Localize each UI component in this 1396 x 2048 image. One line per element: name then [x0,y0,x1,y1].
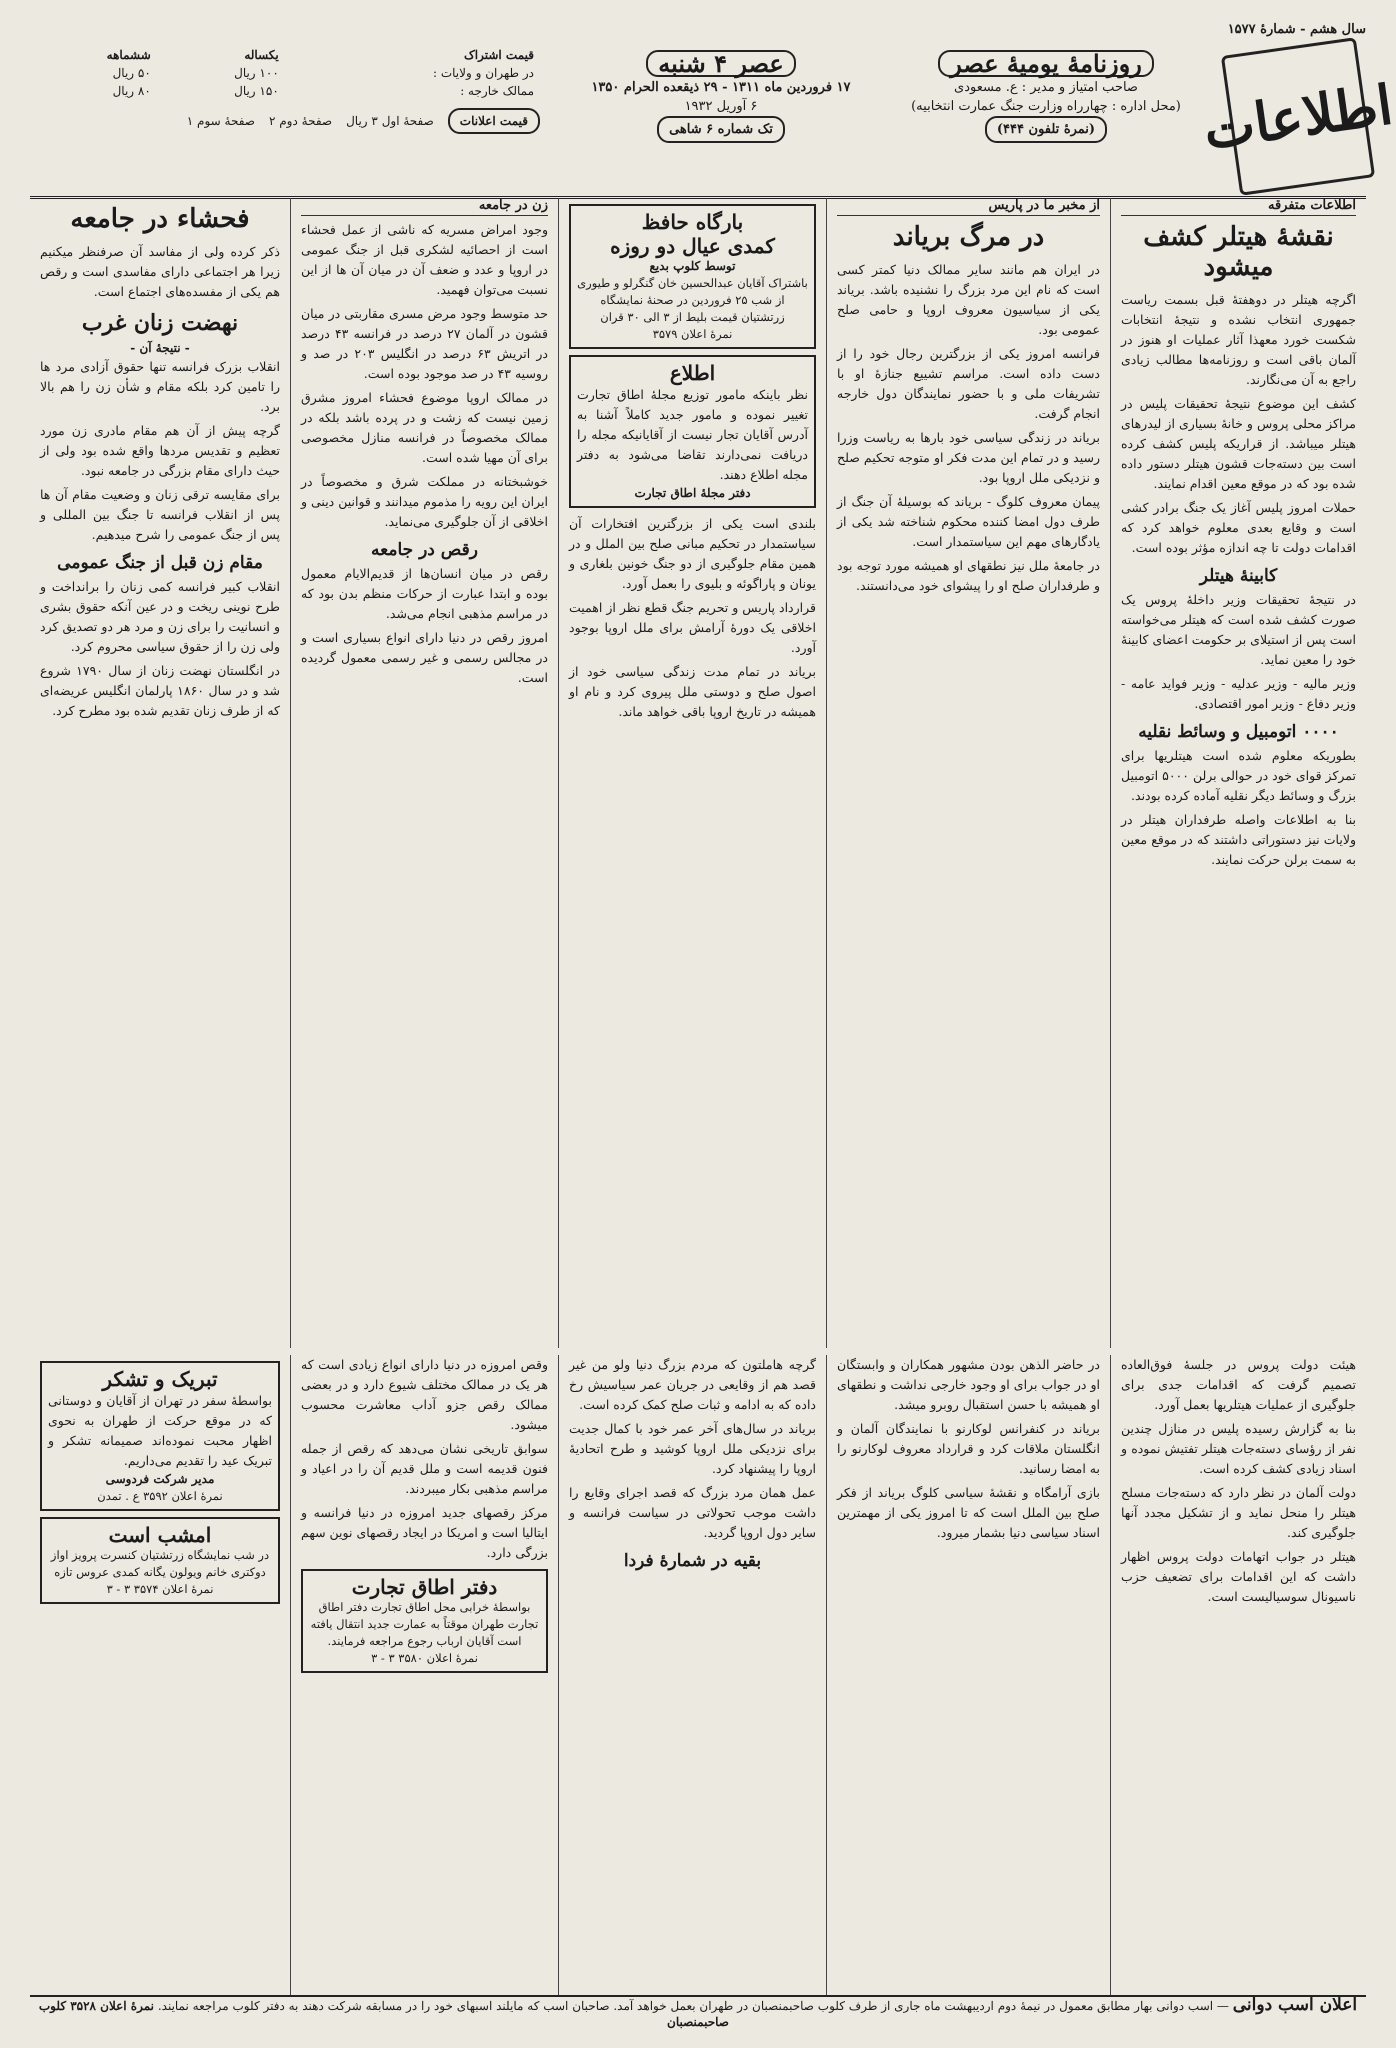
section-kicker: زن در جامعه [301,198,548,216]
paragraph: هیتلر در جواب اتهامات دولت پروس اظهار داشت که این اقدامات برای تضعیف حزب ناسیونال سوسیالیست است. [1121,1549,1356,1604]
ad-number: نمرهٔ اعلان ۳۵۹۲ ع . تمدن [97,1489,223,1503]
logo-text: اطلاعات [1199,71,1396,162]
paragraph: پیمان معروف کلوگ - بریاند که بوسیلهٔ آن جنگ از طرف دول امضا کننده محکوم شناخته شد یکی از یادگارهای مهم این سیاستمدار است. [837,494,1100,549]
paragraph: امروز رقص در دنیا دارای انواع بسیاری است و در مجالس رسمی و غیر رسمی معمول گردیده است. [301,630,548,685]
paragraph: مرکز رقصهای جدید امروزه در دنیا فرانسه و ایتالیا است و امریکا در ایجاد رقصهای نوین سهم بزرگی دارد. [301,1505,548,1560]
subscription-year: ۱۰۰ ریال [234,66,279,80]
paragraph: حد متوسط وجود مرض مسری مقاربتی در میان قشون در آلمان ۲۷ درصد در فرانسه ۴۳ درصد در اتریش ۶۳ درصد در انگلیس ۲۰۳ در صد و روسیه ۴۳ در صد موجود بوده است. [301,306,548,381]
ads-row [187,112,255,130]
ads-row-value: ۲ [268,114,276,128]
footer-ad-title: اعلان اسب دوانی [1232,1995,1358,2015]
chamber-commerce-ad [301,1569,548,1673]
paragraph: در جامعهٔ ملل نیز نطقهای او همیشه مورد توجه بود و طرفداران صلح او را پیشوای خود می‌دانستند. [837,558,1100,593]
paragraph: بریاند در تمام مدت زندگی سیاسی خود از اصول صلح و دوستی ملل پیروی کرد و نام او همیشه در تاریخ اروپا باقی خواهد ماند. [569,664,816,719]
single-price-box: تک شماره ۶ شاهی [657,116,785,143]
footer-ad-text: اسب دوانی بهار مطابق معمول در نیمهٔ دوم اردیبهشت ماه جاری از طرف کلوب صاحبمنصبان در طهران بعمل خواهد آمد. صاحبان اسب که مایلند اسبهای خود را در مسابقه شرکت دهند به دفتر کلوب مراجعه نمایند. [157,1999,1214,2013]
paragraph: بلندی است یکی از بزرگترین افتخارات آن سیاستمدار در تحکیم مبانی صلح بین الملل و در همین مقام جلوگیری از دو جنگ خونین بلغاری و یونان و پاراگوئه و بلیوی را بعمل آورد. [569,516,816,591]
column-women [30,198,290,1348]
paragraph: سوابق تاریخی نشان می‌دهد که رقص از جمله فنون قدیمه است و ملل قدیم آن را در اعیاد و مراسم مذهبی بکار میبردند. [301,1441,548,1496]
ad-title: بارگاه حافظ [641,210,744,234]
paragraph: انقلاب بزرک فرانسه تنها حقوق آزادی مرد ها را تامین کرد بلکه مقام و شأن زن را هم بالا برد. [40,359,280,414]
ad-text: در شب نمایشگاه زرتشتیان کنسرت پرویز اواز دوکتری خانم ویولون یگانه کمدی عروس تازه [50,1548,270,1579]
article-body [40,577,280,721]
date-gregorian: ۶ آوریل ۱۹۳۲ [684,99,758,114]
subscription-year: ۱۵۰ ریال [234,84,279,98]
paragraph: انقلاب کبیر فرانسه کمی زنان را برانداخت و طرح نوینی ریخت و در عین آنکه حقوق بشری و انسانیت را برای زن و مرد هر دو تصدیق کرد ولی زن را از حقوق سیاسی محروم کرد. [40,579,280,654]
paragraph: بنا به اطلاعات واصله طرفداران هیتلر در ولایات نیز دستوراتی داشتند که در موقع معین به سمت برلن حرکت نمایند. [1121,812,1356,867]
article-body [1121,590,1356,714]
subscription-six: ۸۰ ریال [112,84,151,98]
paragraph: بازی آرامگاه و نقشهٔ سیاسی کلوگ بریاند از فکر صلح بین الملل است که تا امروز یکی از مهمترین اسناد سیاسی دنیا بشمار میرود. [837,1485,1100,1540]
date-persian: ۱۷ فروردین ماه ۱۳۱۱ - ۲۹ ذیقعده الحرام ۱۳۵۰ [591,80,851,95]
article-body [837,260,1100,596]
paragraph: گرچه هاملتون که مردم بزرگ دنیا ولو من غیر قصد هم از وقایعی در جریان عمر سیاسیش رخ داده که به ادامه و ثبات صلح کمک کرده است. [569,1357,816,1412]
ad-signature: مدیر شرکت فردوسی [105,1472,215,1486]
paragraph: رقص در میان انسان‌ها از قدیم‌الایام معمول بوده و ابتدا عبارت از حرکات منظم بدن بود که در مراسم مذهبی انجام می‌شد. [301,566,548,621]
ads-row [346,112,434,130]
subheading: کابینهٔ هیتلر [1199,566,1278,586]
ad-number: نمرهٔ اعلان ۳۵۷۴ ۳ - ۳ [106,1582,214,1596]
column-hitler [1110,198,1366,1348]
ads-title: قیمت اعلانات [448,108,540,134]
paragraph: دولت آلمان در نظر دارد که دسته‌جات مسلح هیتلر را منحل نماید و از تشکیل مجدد آنها جلوگیری کند. [1121,1485,1356,1540]
ad-title: تبریک و تشکر [102,1367,218,1391]
section-kicker: از مخبر ما در پاریس [837,198,1100,216]
paragraph: خوشبختانه در مملکت شرق و مخصوصاً در ایران این رویه را مذموم میدانند و قوانین دینی و اخلاقی از آن جلوگیری می‌نماید. [301,474,548,529]
article-intro: ذکر کرده ولی از مفاسد آن صرفنظر میکنیم زیرا هر اجتماعی دارای مفاسدی است و رقص هم یکی از مفسده‌های اجتماع است. [40,244,280,299]
paragraph: کشف این موضوع نتیجهٔ تحقیقات پلیس در مراکز محلی پروس و خانهٔ بسیاری از لیدرهای هیتلر میباشد. از قراریکه پلیس کشف کرده است بین دسته‌جات قشون هیتلر دستور داده شده بود که در موقع معین اقدام نمایند. [1121,396,1356,491]
paragraph: گرچه پیش از آن هم مقام مادری زن مورد تعظیم و تقدیس مردها واقع شده بود ولی از حیث دارای مقام بزرگی در جامعه نبود. [40,423,280,478]
theater-ad [569,204,816,349]
ad-author: توسط کلوپ بدیع [649,259,736,273]
masthead [30,22,1396,199]
ads-row-value: ۱ [186,114,194,128]
article-body [569,1355,816,1543]
footer-ad-number: نمرهٔ اعلان ۳۵۲۸ کلوب صاحبمنصبان [38,1999,729,2029]
column-notices [558,198,826,1348]
ad-text: بواسطهٔ خرابی محل اطاق تجارت دفتر اطاق تجارت طهران موقتاً به عمارت جدید انتقال یافته است آقایان ارباب رجوع مراجعه فرمایند. [310,1600,539,1648]
notice-title: اطلاع [669,361,716,385]
office-line: (محل اداره : چهارراه وزارت جنگ عمارت انتخابیه) [911,99,1181,114]
concert-ad [40,1517,280,1604]
ad-number: نمرهٔ اعلان ۳۵۷۹ [652,327,733,341]
paragraph: وجود امراض مسریه که ناشی از عمل فحشاء است از احصائیه لشکری قبل از جنگ عمومی در اروپا و عدد و ضعف آن در میان آن ها از این نسبت می‌توان فهمید. [301,222,548,297]
lower-column-hitler [1110,1355,1366,1995]
notice-signature: دفتر مجلهٔ اطاق تجارت [634,486,751,500]
ad-title: امشب است [108,1523,212,1547]
paragraph: بنا به گزارش رسیده پلیس در منازل چندین نفر از رؤسای دسته‌جات هیتلر تفتیش نموده و اسناد زیادی کشف کرده است. [1121,1421,1356,1476]
ads-row-label: صفحهٔ دوم [279,114,333,128]
paragraph: هیئت دولت پروس در جلسهٔ فوق‌العاده تصمیم گرفت که اقدامات جدی برای جلوگیری از عملیات هیتلریها بعمل آورد. [1121,1357,1356,1412]
article-body [569,514,816,722]
lower-column-briand [826,1355,1110,1995]
paragraph: در ممالک اروپا موضوع فحشاء امروز مشرق زمین نیست که زشت و در پرده باشد بلکه در ممالک مخصوصاً در فرانسه منازل مخصوصی برای آن مهیا شده است. [301,390,548,465]
paragraph: بطوریکه معلوم شده است هیتلریها برای تمرکز قوای خود در حوالی برلن ۵۰۰۰ اتومبیل بزرگ و وسائط دیگر نقلیه آماده کرده بودند. [1121,748,1356,803]
paragraph: بریاند در کنفرانس لوکارنو با نمایندگان آلمان و انگلستان ملاقات کرد و قرارداد معروف لوکارنو را به امضا رسانید. [837,1421,1100,1476]
paragraph: در ایران هم مانند سایر ممالک دنیا کمتر کسی است که نام این مرد بزرگ را نشنیده باشد. بریاند یکی از سیاسیون معروف اروپا و حامی صلح عمومی بود. [837,262,1100,337]
article-body [1121,290,1356,558]
article-body [40,357,280,545]
subheading: رقص در جامعه [371,540,478,560]
phone-box: (نمرهٔ تلفون ۴۴۴) [985,116,1107,143]
article-body [1121,746,1356,870]
ad-text: بواسطهٔ سفر در تهران از آقایان و دوستانی که در موقع حرکت از طهران به نحوی اظهار محبت نموده‌اند صمیمانه تشکر و تبریک عید را تقدیم می‌داریم. [48,1393,272,1468]
paragraph: بریاند در سال‌های آخر عمر خود با کمال جدیت برای نزدیکی ملل اروپا کوشید و طرح اتحادیهٔ اروپا را پیشنهاد کرد. [569,1421,816,1476]
lower-columns [30,1355,1366,1995]
paragraph: فرانسه امروز یکی از بزرگترین رجال خود را از دست داده است. مراسم تشییع جنازهٔ او با تشریفات ملی و با حضور نمایندگان دول خارجه انجام گرفت. [837,346,1100,421]
column-briand [826,198,1110,1348]
subscription-table [30,46,540,100]
horse-race-ad: اعلان اسب دوانی — اسب دوانی بهار مطابق معمول در نیمهٔ دوم اردیبهشت ماه جاری از طرف کلوب صاحبمنصبان در طهران بعمل خواهد آمد. صاحبان اسب که مایلند اسبهای خود را در مسابقه شرکت دهند به دفتر کلوب مراجعه نمایند. نمرهٔ اعلان ۳۵۲۸ کلوب صاحبمنصبان [30,1995,1366,2037]
notice-text: نظر باینکه مامور توزیع مجلهٔ اطاق تجارت تغییر نموده و مامور جدید کاملاً آشنا به آدرس آقایان تجار نیست از آقایانیکه مجله را دریافت نمی‌دارند تقاضا می‌شود به دفتر مجله اطلاع دهند. [577,387,808,482]
ads-row-value: ۳ ریال [346,114,378,128]
article-body [301,220,548,532]
paper-title: روزنامهٔ یومیهٔ عصر [938,50,1154,77]
paragraph: در نتیجهٔ تحقیقات وزیر داخلهٔ پروس یک صورت کشف شده است که هیتلر می‌خواسته است پس از استیلای بر حکومت اعضای کابینهٔ خود را معین نماید. [1121,592,1356,667]
lower-column-dance [290,1355,558,1995]
issue-line: سال هشم - شمارهٔ ۱۵۷۷ [1227,22,1366,37]
subscription-title: قیمت اشتراک [464,48,534,62]
paragraph: قرارداد پاریس و تحریم جنگ قطع نظر از اهمیت اخلاقی یک دورهٔ آرامش برای ملل اروپا بوجود آورد. [569,600,816,655]
ad-title: دفتر اطاق تجارت [351,1575,498,1599]
paragraph: وقص امروزه در دنیا دارای انواع زیادی است که هر یک در ممالک مختلف شیوع دارد و در بعضی ممالک رقص جزو آداب معاشرت محسوب میشود. [301,1357,548,1432]
price-block [30,46,540,134]
subheading: نهضت زنان غرب [81,310,239,336]
date-block [566,50,876,143]
continued-note: بقیه در شمارهٔ فردا [623,1551,762,1571]
ad-text: باشتراک آقایان عبدالحسین خان گنگرلو و طیوری از شب ۲۵ فروردین در صحنهٔ نمایشگاه زرتشتیان قیمت بلیط از ۳ الی ۳۰ قران [577,276,808,324]
paragraph: برای مقایسه ترقی زنان و وضعیت مقام آن ها پس از انقلاب فرانسه تا جنگ بین المللی و پس از جنگ عمومی را شرح میدهیم. [40,487,280,542]
paragraph: وزیر مالیه - وزیر عدلیه - وزیر فواید عامه - وزیر دفاع - وزیر امور اقتصادی. [1121,676,1356,711]
column-prostitution [290,198,558,1348]
ads-row [269,112,332,130]
lower-column-continued [558,1355,826,1995]
section-kicker: اطلاعات متفرقه [1121,198,1356,216]
paragraph: عمل همان مرد بزرگ که قصد اجرای وقایع را داشت موجب تحولاتی در سیاست فرانسه و سایر دول اروپا گردید. [569,1485,816,1540]
owner-line: صاحب امتیاز و مدیر : ع. مسعودی [954,80,1138,95]
article-body [1121,1355,1356,1607]
subscription-label: در طهران و ولایات : [432,66,534,80]
lower-column-ads [30,1355,290,1995]
subheading: ۰۰۰۰ اتومبیل و وسائط نقلیه [1138,722,1339,742]
day-box: عصر ۴ شنبه [646,50,795,77]
subscription-head-year: یکساله [244,48,279,62]
thanks-ad [40,1361,280,1511]
ads-row-label: صفحهٔ اول [381,114,434,128]
paragraph: حملات امروز پلیس آغاز یک جنگ برادر کشی است و وقایع بعدی معلوم خواهد کرد که اقدامات دولت تا چه اندازه مؤثر بوده است. [1121,500,1356,555]
ads-row-label: صفحهٔ سوم [197,114,255,128]
paragraph: در حاضر الذهن بودن مشهور همکاران و وابستگان او در جواب برای او وجود خارجی نداشت و نطقهای او همیشه با حسن استقبال روبرو میشد. [837,1357,1100,1412]
subscription-label: ممالک خارجه : [460,84,534,98]
article-body [301,1355,548,1563]
upper-columns [30,198,1366,1348]
paragraph: در انگلستان نهضت زنان از سال ۱۷۹۰ شروع شد و در سال ۱۸۶۰ پارلمان انگلیس عریضه‌ای که از طرف زنان تقدیم شده بود مطرح کرد. [40,663,281,718]
subheading-note: - نتیجهٔ آن - [130,341,190,355]
newspaper-logo [1199,37,1396,196]
article-body [837,1355,1100,1543]
article-body [301,564,548,688]
paragraph: اگرچه هیتلر در دوهفتهٔ قبل بسمت ریاست جمهوری انتخاب نشده و نتیجهٔ انتخابات شکست خورد معهذا آثار عملیات او هنوز در آلمان باقی است و روزنامه‌ها مطالب زیادی راجع به آن می‌نگارند. [1121,292,1356,387]
ads-price-block [30,108,540,134]
article-headline: در مرگ بریاند [892,222,1045,252]
subscription-six: ۵۰ ریال [112,66,151,80]
ad-subtitle: کمدی عیال دو روزه [610,234,775,258]
subheading: مقام زن قبل از جنگ عمومی [57,553,263,573]
publisher-block [896,50,1196,143]
notice-box [569,355,816,508]
ad-number: نمرهٔ اعلان ۳۵۸۰ ۳ - ۳ [371,1651,478,1665]
paragraph: بریاند در زندگی سیاسی خود بارها به ریاست وزرا رسید و در تمام این مدت فکر او متوجه تحکیم صلح و نزدیکی ملل اروپا بود. [837,430,1100,485]
article-headline: نقشهٔ هیتلر کشف میشود [1143,222,1334,282]
article-headline: فحشاء در جامعه [70,204,250,234]
subscription-head-six: ششماهه [106,48,151,62]
